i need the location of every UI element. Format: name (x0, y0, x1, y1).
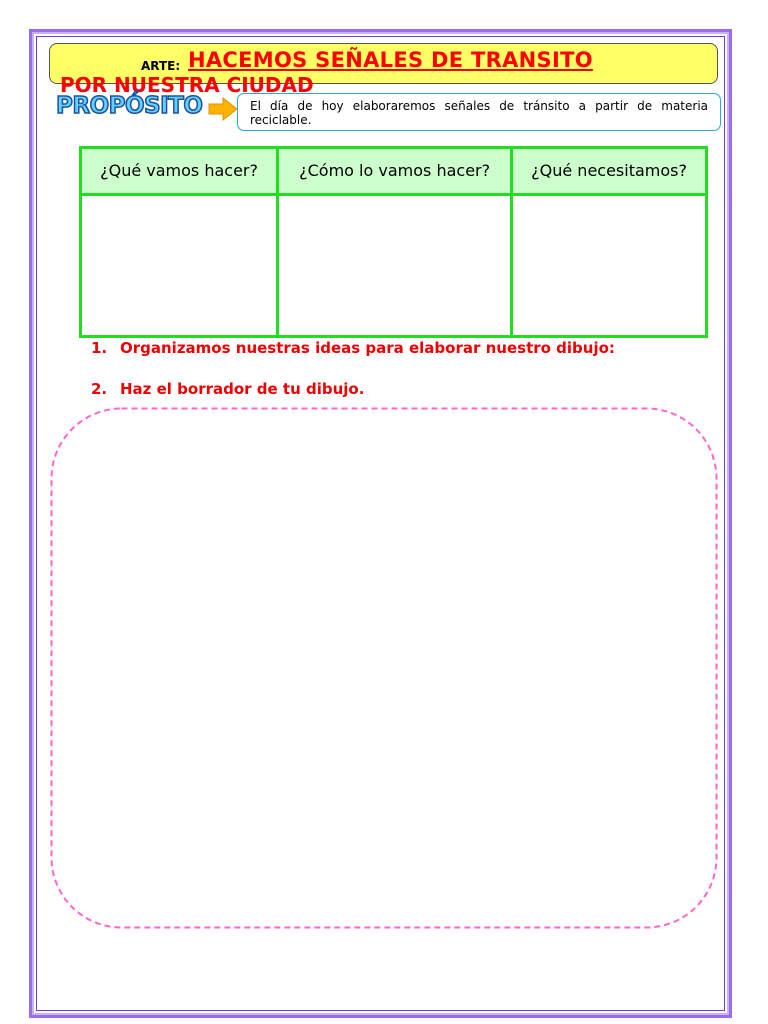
table-cell-what[interactable] (81, 195, 278, 337)
table-cell-need[interactable] (512, 195, 707, 337)
step-2-text: Haz el borrador de tu dibujo. (120, 380, 365, 398)
planning-table (79, 146, 708, 338)
step-2-number: 2. (91, 380, 108, 398)
activity-title: HACEMOS SEÑALES DE TRANSITO (188, 48, 593, 72)
drawing-area[interactable] (50, 407, 718, 929)
table-header-how: ¿Cómo lo vamos hacer? (278, 148, 512, 195)
step-1-text: Organizamos nuestras ideas para elaborar nuestro dibujo: (120, 339, 615, 357)
table-header-what: ¿Qué vamos hacer? (81, 148, 278, 195)
table-header-row (81, 148, 707, 195)
table-cell-how[interactable] (278, 195, 512, 337)
step-2 (91, 380, 364, 398)
purpose-label: PROPÓSITO (56, 93, 203, 119)
subject-label: ARTE: (141, 59, 181, 73)
arrow-right-icon (208, 97, 238, 121)
step-1-number: 1. (91, 339, 108, 357)
table-header-need: ¿Qué necesitamos? (512, 148, 707, 195)
table-row (81, 195, 707, 337)
purpose-text: El día de hoy elaboraremos señales de tránsito a partir de materia reciclable. (237, 93, 721, 131)
step-1 (91, 339, 615, 357)
activity-title-overflow: POR NUESTRA CIUDAD (60, 73, 314, 97)
title-banner (49, 43, 718, 97)
